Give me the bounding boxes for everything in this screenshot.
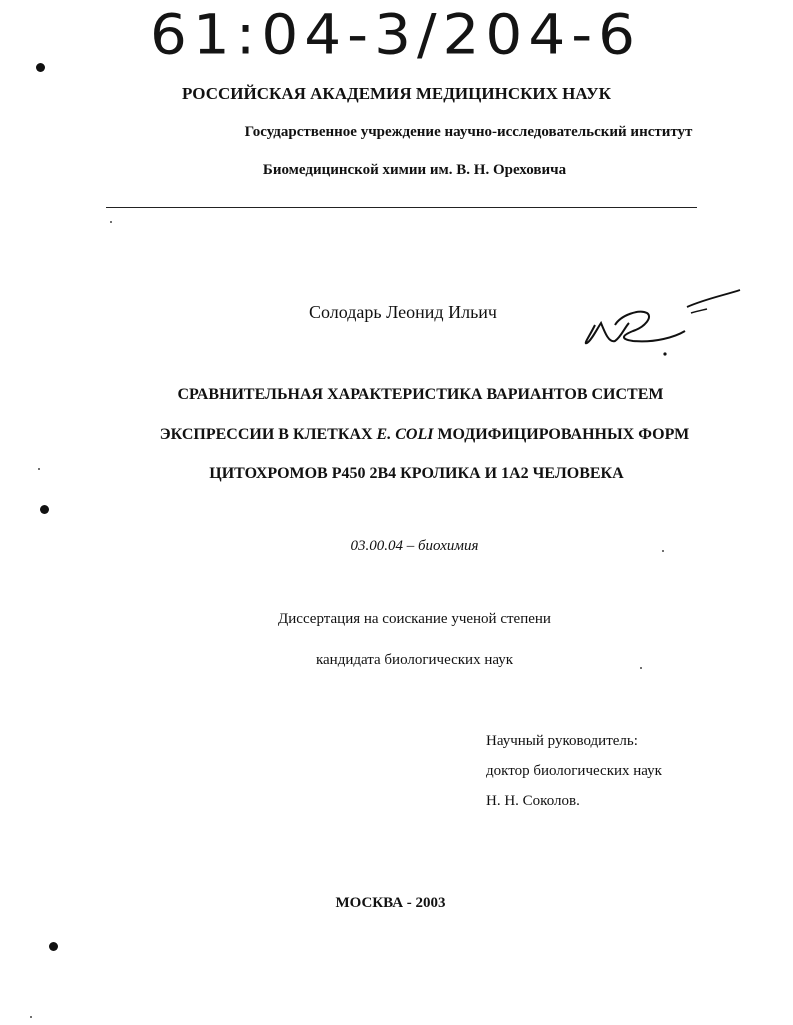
supervisor-label: Научный руководитель: — [486, 733, 638, 749]
institution-line-2: Биомедицинской химии им. В. Н. Ореховича — [262, 162, 567, 178]
specialty-code: 03.00.04 – биохимия — [350, 538, 479, 554]
title-organism-name: E. COLI — [376, 426, 434, 443]
academy-name: РОССИЙСКАЯ АКАДЕМИЯ МЕДИЦИНСКИХ НАУК — [182, 84, 611, 103]
degree-line-2: кандидата биологических наук — [315, 652, 514, 668]
header-divider — [106, 207, 697, 208]
title-line-2-rest: МОДИФИЦИРОВАННЫХ ФОРМ — [433, 426, 690, 443]
author-signature — [575, 285, 750, 365]
degree-line-1: Диссертация на соискание ученой степени — [278, 611, 551, 627]
dissertation-title-line-1: СРАВНИТЕЛЬНАЯ ХАРАКТЕРИСТИКА ВАРИАНТОВ СИСТЕМ — [177, 386, 664, 403]
dissertation-title-line-3: ЦИТОХРОМОВ Р450 2В4 КРОЛИКА И 1А2 ЧЕЛОВЕКА — [209, 465, 624, 482]
institution-line-1: Государственное учреждение научно-исследовательский институт — [244, 124, 693, 140]
place-and-year: МОСКВА - 2003 — [335, 895, 446, 911]
title-line-2-part: ЭКСПРЕССИИ В КЛЕТКАХ — [159, 426, 377, 443]
scan-speck — [110, 221, 112, 223]
punch-hole-mark — [49, 942, 58, 951]
author-name: Солодарь Леонид Ильич — [309, 302, 497, 322]
punch-hole-mark — [40, 505, 49, 514]
archive-code-handwritten: 61:04-3/204-6 — [150, 2, 642, 67]
punch-hole-mark — [36, 63, 45, 72]
scan-speck — [30, 1016, 32, 1018]
supervisor-degree: доктор биологических наук — [486, 763, 662, 779]
supervisor-name: Н. Н. Соколов. — [486, 793, 580, 809]
dissertation-title-line-2 — [28, 426, 793, 444]
